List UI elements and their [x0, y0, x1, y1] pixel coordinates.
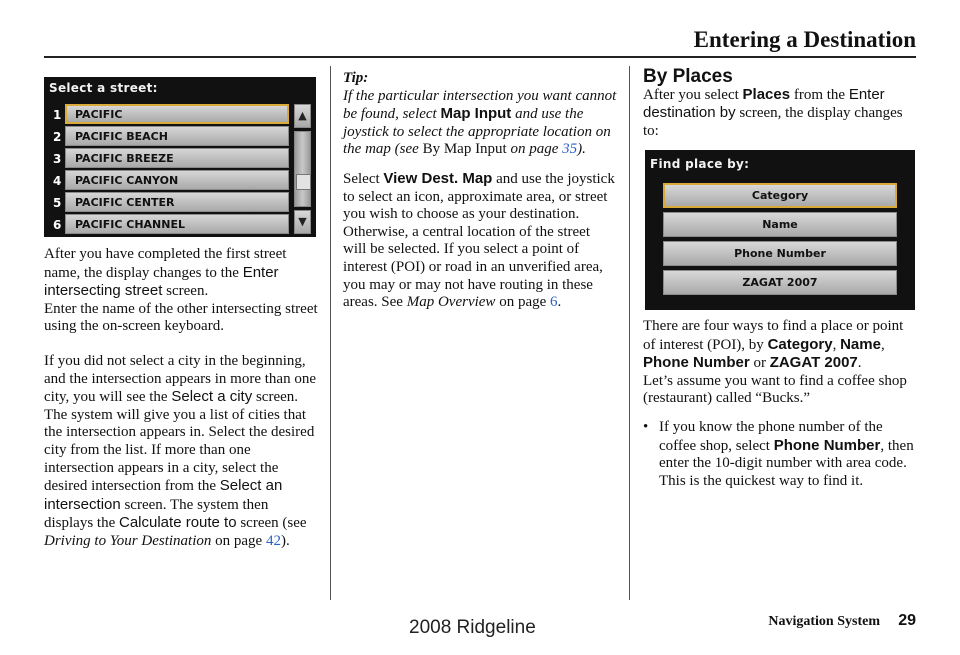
- button-name: Category: [767, 335, 833, 353]
- phone-number-button[interactable]: Phone Number: [663, 241, 897, 266]
- text: , then enter the 10-digit number with area code. This is the quickest way to find it.: [659, 437, 914, 489]
- screen-title: Select a street:: [49, 81, 158, 95]
- right-column: [643, 68, 918, 140]
- button-name: View Dest. Map: [383, 169, 493, 187]
- text: screen. The system will give you a list of cities that the intersection appears in. Select the desired city from the list. If more than one intersection appears in a city, select the desired intersection from the: [44, 389, 315, 495]
- scroll-track[interactable]: [294, 131, 311, 207]
- text: from the: [790, 86, 849, 103]
- paragraph: [343, 170, 617, 312]
- row-number: 2: [53, 130, 62, 144]
- paragraph: [643, 86, 918, 141]
- middle-column: [343, 70, 617, 312]
- screen-title: Find place by:: [650, 157, 750, 171]
- page-link[interactable]: 6: [550, 294, 558, 311]
- text: After you select: [643, 86, 743, 103]
- paragraph: [44, 246, 320, 301]
- select-street-screen: [44, 77, 316, 237]
- reference: Driving to Your Destination: [44, 532, 212, 549]
- paragraph: Enter the name of the other intersecting street using the on-screen keyboard.: [44, 300, 318, 335]
- text: If you did not select a city in the beginning, and the intersection appears in more than one city, you will see the: [44, 352, 316, 406]
- screen-name: Select an intersection: [44, 477, 283, 513]
- paragraph: Let’s assume you want to find a coffee shop (restaurant) called “Bucks.”: [643, 372, 907, 407]
- text: screen.: [162, 283, 209, 300]
- row-number: 6: [53, 218, 62, 232]
- screen-name: Select a city: [171, 388, 253, 406]
- text: screen (see: [236, 515, 307, 532]
- button-name: Map Input: [440, 105, 512, 123]
- text: ,: [832, 336, 841, 353]
- watermark: 2008 Ridgeline: [409, 617, 536, 638]
- button-name: Places: [742, 85, 791, 103]
- bullet-text: [659, 419, 918, 490]
- street-option[interactable]: PACIFIC: [65, 104, 289, 124]
- bullet-mark: •: [643, 418, 649, 435]
- row-number: 3: [53, 152, 62, 166]
- scroll-thumb[interactable]: [296, 174, 311, 190]
- text: .: [557, 294, 562, 311]
- text: screen. The system then displays the: [44, 496, 269, 532]
- column-divider-right: [629, 66, 630, 600]
- text: ,: [880, 336, 885, 353]
- reference: Map Overview: [406, 294, 496, 311]
- row-number: 4: [53, 174, 62, 188]
- scroll-up-button[interactable]: ▲: [294, 104, 311, 128]
- text: on page: [506, 141, 563, 158]
- find-place-screen: [645, 150, 915, 310]
- screen-name: Enter intersecting street: [44, 263, 279, 300]
- right-column-lower: [643, 318, 918, 490]
- footer-section: Navigation System: [768, 614, 880, 629]
- tip-text: [343, 88, 617, 159]
- header-rule: [44, 56, 916, 58]
- row-number: 1: [53, 108, 62, 122]
- text: After you have completed the first street name, the display changes to the: [44, 246, 287, 281]
- name-button[interactable]: Name: [663, 212, 897, 237]
- text: There are four ways to find a place or point of interest (POI), by: [643, 318, 904, 353]
- text: .: [857, 355, 862, 372]
- text: ).: [577, 141, 586, 158]
- row-number: 5: [53, 196, 62, 210]
- paragraph: [643, 318, 918, 373]
- button-name: Name: [840, 335, 881, 353]
- screen-name: Enter destination by: [643, 85, 885, 122]
- page-link[interactable]: 35: [562, 141, 578, 158]
- button-name: Phone Number: [643, 354, 750, 372]
- bullet-item: [643, 419, 918, 490]
- paragraph: [44, 353, 320, 551]
- section-heading: By Places: [643, 66, 733, 87]
- button-name: ZAGAT 2007: [769, 354, 858, 372]
- category-button[interactable]: Category: [663, 183, 897, 208]
- text: If the particular intersection you want cannot be found, select: [343, 87, 617, 123]
- page-title: Entering a Destination: [693, 27, 916, 52]
- page-number: 29: [898, 612, 916, 629]
- tip-label: Tip:: [343, 70, 369, 86]
- text: If you know the phone number of the coffee shop, select: [659, 418, 883, 454]
- page-link[interactable]: 42: [265, 532, 281, 549]
- column-divider-left: [330, 66, 331, 600]
- screen-name: Calculate route to: [119, 514, 237, 532]
- street-option[interactable]: PACIFIC BREEZE: [65, 148, 289, 168]
- street-option[interactable]: PACIFIC BEACH: [65, 126, 289, 146]
- text: Select: [343, 170, 384, 187]
- text: on page: [495, 294, 551, 311]
- text: on page: [211, 532, 266, 549]
- street-option[interactable]: PACIFIC CHANNEL: [65, 214, 289, 234]
- zagat-button[interactable]: ZAGAT 2007: [663, 270, 897, 295]
- text: screen, the display changes to:: [643, 105, 903, 139]
- street-option[interactable]: PACIFIC CANYON: [65, 170, 289, 190]
- reference: By Map Input: [422, 141, 507, 158]
- text: and use the joystick to select an icon, approximate area, or street you wish to choose as your destination. Otherwise, a central location of the street will be selected. If you select a point of interest (POI) or road in an unverified area, you may or may not have routing in these areas. See: [343, 170, 615, 311]
- street-option[interactable]: PACIFIC CENTER: [65, 192, 289, 212]
- button-name: Phone Number: [773, 436, 881, 454]
- text: and use the joystick to select the appropriate location on the map (see: [343, 106, 611, 158]
- left-column: [44, 246, 320, 551]
- scroll-down-button[interactable]: ▼: [294, 210, 311, 234]
- text: ).: [280, 532, 290, 549]
- text: or: [749, 355, 770, 372]
